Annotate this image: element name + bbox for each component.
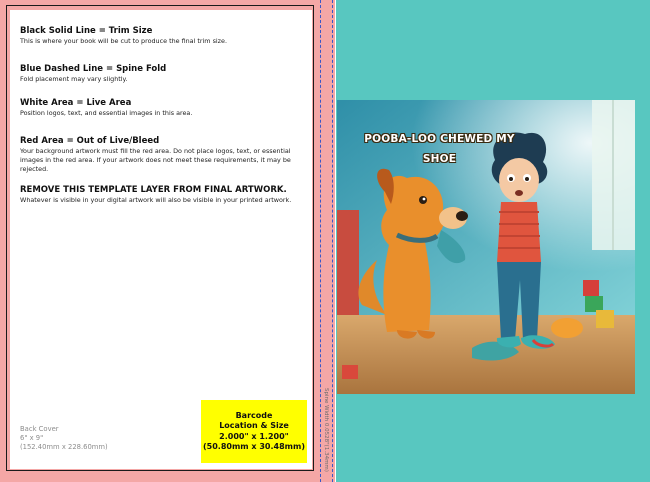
cover-title-line2: SHOE <box>422 153 457 165</box>
legend-text: Position logos, text, and essential images in this area. <box>20 109 193 117</box>
legend-text-line: Your background artwork must fill the red area. Do not place logos, text, or essential <box>20 147 291 155</box>
legend-bleed <box>20 136 305 174</box>
back-cover-label: Back Cover <box>20 425 59 433</box>
legend-heading: REMOVE THIS TEMPLATE LAYER FROM FINAL ARTWORK. <box>20 185 287 195</box>
barcode-area <box>201 400 307 463</box>
legend-text-line: images in the red area. If your artwork does not meet these requirements, it may be <box>20 156 291 164</box>
spine-width-note <box>319 390 332 470</box>
back-cover-size-mm: (152.40mm x 228.60mm) <box>20 443 108 451</box>
barcode-size: 2.000" x 1.200" <box>219 431 289 441</box>
spine-fold-line <box>332 0 333 482</box>
legend-text-line: rejected. <box>20 165 49 173</box>
legend-heading: White Area = Live Area <box>20 98 132 108</box>
legend-heading: Blue Dashed Line = Spine Fold <box>20 64 167 74</box>
legend-live <box>20 98 305 118</box>
legend-text: Fold placement may vary slightly. <box>20 75 128 83</box>
barcode-size-mm: (50.80mm x 30.48mm) <box>203 442 305 451</box>
spine-width-label: Spine Width 0.0528"(1.34mm) <box>322 388 329 472</box>
back-cover-size: 6" x 9" <box>20 434 44 442</box>
legend-remove <box>20 185 305 205</box>
cover-title <box>347 127 532 167</box>
legend-spine <box>20 64 305 84</box>
barcode-title: Barcode <box>235 410 273 420</box>
legend-text: This is where your book will be cut to produce the final trim size. <box>20 37 227 45</box>
legend-text: Whatever is visible in your digital artwork will also be visible in your printed artwork. <box>20 196 292 204</box>
back-cover-info <box>20 425 108 452</box>
barcode-subtitle: Location & Size <box>219 421 289 430</box>
legend-trim <box>20 26 305 46</box>
legend-heading: Black Solid Line = Trim Size <box>20 26 153 36</box>
legend-heading: Red Area = Out of Live/Bleed <box>20 136 160 146</box>
cover-title-line1: POOBA-LOO CHEWED MY <box>364 133 515 145</box>
